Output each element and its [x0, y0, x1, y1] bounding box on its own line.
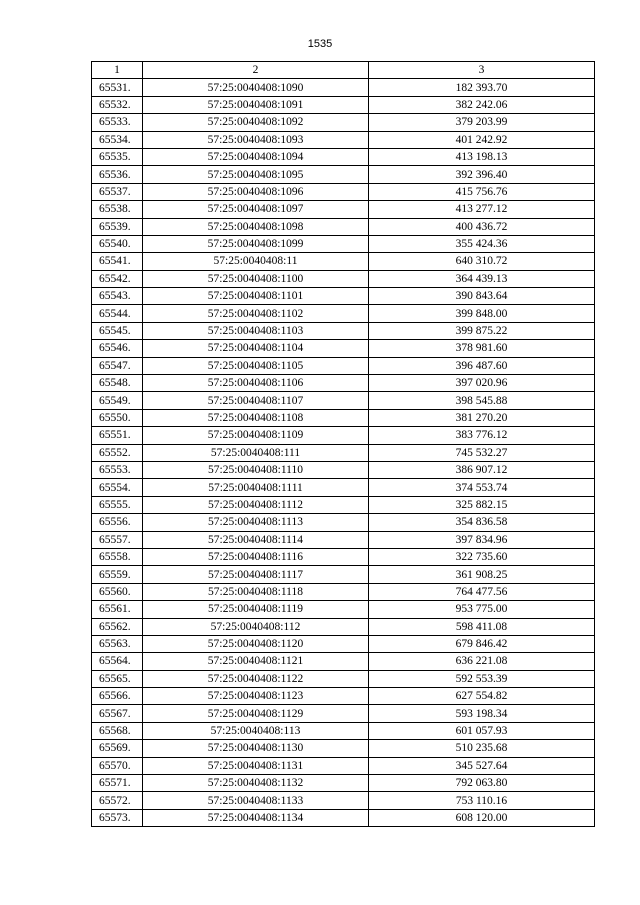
value-cell: 364 439.13	[369, 270, 595, 287]
row-number-cell: 65545.	[92, 322, 143, 339]
value-cell: 598 411.08	[369, 618, 595, 635]
value-cell: 953 775.00	[369, 601, 595, 618]
table-row	[92, 427, 595, 444]
value-cell: 355 424.36	[369, 235, 595, 252]
row-number-cell: 65552.	[92, 444, 143, 461]
value-cell: 510 235.68	[369, 740, 595, 757]
cadastral-number-cell: 57:25:0040408:1098	[143, 218, 369, 235]
row-number-cell: 65542.	[92, 270, 143, 287]
row-number-cell: 65562.	[92, 618, 143, 635]
value-cell: 792 063.80	[369, 775, 595, 792]
value-cell: 413 277.12	[369, 201, 595, 218]
row-number-cell: 65535.	[92, 148, 143, 165]
value-cell: 378 981.60	[369, 340, 595, 357]
cadastral-number-cell: 57:25:0040408:1101	[143, 288, 369, 305]
row-number-cell: 65544.	[92, 305, 143, 322]
row-number-cell: 65543.	[92, 288, 143, 305]
cadastral-number-cell: 57:25:0040408:1111	[143, 479, 369, 496]
row-number-cell: 65540.	[92, 235, 143, 252]
row-number-cell: 65565.	[92, 670, 143, 687]
cadastral-number-cell: 57:25:0040408:1090	[143, 79, 369, 96]
value-cell: 390 843.64	[369, 288, 595, 305]
row-number-cell: 65536.	[92, 166, 143, 183]
value-cell: 381 270.20	[369, 409, 595, 426]
row-number-cell: 65556.	[92, 514, 143, 531]
value-cell: 361 908.25	[369, 566, 595, 583]
cadastral-number-cell: 57:25:0040408:1100	[143, 270, 369, 287]
table-row	[92, 114, 595, 131]
row-number-cell: 65573.	[92, 809, 143, 826]
row-number-cell: 65532.	[92, 96, 143, 113]
cadastral-number-cell: 57:25:0040408:1116	[143, 548, 369, 565]
cadastral-number-cell: 57:25:0040408:1119	[143, 601, 369, 618]
cadastral-number-cell: 57:25:0040408:1103	[143, 322, 369, 339]
cadastral-number-cell: 57:25:0040408:1114	[143, 531, 369, 548]
value-cell: 636 221.08	[369, 653, 595, 670]
value-cell: 399 875.22	[369, 322, 595, 339]
table-row	[92, 722, 595, 739]
column-header-2: 2	[143, 62, 369, 79]
page-number: 1535	[307, 38, 333, 50]
table-row	[92, 548, 595, 565]
row-number-cell: 65539.	[92, 218, 143, 235]
table-row	[92, 635, 595, 652]
table-row	[92, 809, 595, 826]
cadastral-number-cell: 57:25:0040408:1122	[143, 670, 369, 687]
cadastral-number-cell: 57:25:0040408:113	[143, 722, 369, 739]
table-row	[92, 583, 595, 600]
cadastral-value-table	[91, 61, 595, 827]
table-row	[92, 183, 595, 200]
row-number-cell: 65569.	[92, 740, 143, 757]
cadastral-number-cell: 57:25:0040408:1104	[143, 340, 369, 357]
table-row	[92, 235, 595, 252]
row-number-cell: 65549.	[92, 392, 143, 409]
column-header-1: 1	[92, 62, 143, 79]
row-number-cell: 65554.	[92, 479, 143, 496]
table-row	[92, 131, 595, 148]
row-number-cell: 65571.	[92, 775, 143, 792]
value-cell: 753 110.16	[369, 792, 595, 809]
table-row	[92, 531, 595, 548]
table-row	[92, 740, 595, 757]
cadastral-number-cell: 57:25:0040408:1129	[143, 705, 369, 722]
table-row	[92, 444, 595, 461]
row-number-cell: 65568.	[92, 722, 143, 739]
cadastral-number-cell: 57:25:0040408:1118	[143, 583, 369, 600]
table-row	[92, 653, 595, 670]
row-number-cell: 65533.	[92, 114, 143, 131]
cadastral-number-cell: 57:25:0040408:1123	[143, 688, 369, 705]
cadastral-number-cell: 57:25:0040408:11	[143, 253, 369, 270]
table-row	[92, 479, 595, 496]
row-number-cell: 65551.	[92, 427, 143, 444]
cadastral-number-cell: 57:25:0040408:1132	[143, 775, 369, 792]
value-cell: 397 020.96	[369, 375, 595, 392]
row-number-cell: 65537.	[92, 183, 143, 200]
value-cell: 354 836.58	[369, 514, 595, 531]
row-number-cell: 65563.	[92, 635, 143, 652]
value-cell: 745 532.27	[369, 444, 595, 461]
cadastral-number-cell: 57:25:0040408:1091	[143, 96, 369, 113]
value-cell: 345 527.64	[369, 757, 595, 774]
row-number-cell: 65572.	[92, 792, 143, 809]
cadastral-number-cell: 57:25:0040408:1109	[143, 427, 369, 444]
row-number-cell: 65561.	[92, 601, 143, 618]
table-row	[92, 288, 595, 305]
column-header-3: 3	[369, 62, 595, 79]
value-cell: 392 396.40	[369, 166, 595, 183]
row-number-cell: 65538.	[92, 201, 143, 218]
table-row	[92, 392, 595, 409]
cadastral-number-cell: 57:25:0040408:1134	[143, 809, 369, 826]
table-row	[92, 148, 595, 165]
value-cell: 400 436.72	[369, 218, 595, 235]
table-row	[92, 166, 595, 183]
value-cell: 415 756.76	[369, 183, 595, 200]
table-row	[92, 514, 595, 531]
value-cell: 325 882.15	[369, 496, 595, 513]
table-row	[92, 79, 595, 96]
row-number-cell: 65567.	[92, 705, 143, 722]
cadastral-number-cell: 57:25:0040408:1095	[143, 166, 369, 183]
value-cell: 627 554.82	[369, 688, 595, 705]
table-row	[92, 270, 595, 287]
table-row	[92, 792, 595, 809]
value-cell: 679 846.42	[369, 635, 595, 652]
cadastral-number-cell: 57:25:0040408:1092	[143, 114, 369, 131]
cadastral-number-cell: 57:25:0040408:1108	[143, 409, 369, 426]
row-number-cell: 65546.	[92, 340, 143, 357]
table-row	[92, 670, 595, 687]
value-cell: 182 393.70	[369, 79, 595, 96]
value-cell: 386 907.12	[369, 461, 595, 478]
table-row	[92, 705, 595, 722]
row-number-cell: 65531.	[92, 79, 143, 96]
value-cell: 764 477.56	[369, 583, 595, 600]
value-cell: 399 848.00	[369, 305, 595, 322]
value-cell: 601 057.93	[369, 722, 595, 739]
table-row	[92, 357, 595, 374]
table-row	[92, 218, 595, 235]
value-cell: 322 735.60	[369, 548, 595, 565]
table-row	[92, 375, 595, 392]
cadastral-number-cell: 57:25:0040408:112	[143, 618, 369, 635]
row-number-cell: 65547.	[92, 357, 143, 374]
table-row	[92, 757, 595, 774]
row-number-cell: 65566.	[92, 688, 143, 705]
cadastral-number-cell: 57:25:0040408:1102	[143, 305, 369, 322]
row-number-cell: 65558.	[92, 548, 143, 565]
value-cell: 592 553.39	[369, 670, 595, 687]
cadastral-number-cell: 57:25:0040408:1099	[143, 235, 369, 252]
table-body	[92, 79, 595, 827]
row-number-cell: 65559.	[92, 566, 143, 583]
row-number-cell: 65560.	[92, 583, 143, 600]
table-row	[92, 340, 595, 357]
row-number-cell: 65534.	[92, 131, 143, 148]
table-row	[92, 496, 595, 513]
cadastral-number-cell: 57:25:0040408:1113	[143, 514, 369, 531]
value-cell: 396 487.60	[369, 357, 595, 374]
table-header-row	[92, 62, 595, 79]
cadastral-number-cell: 57:25:0040408:1105	[143, 357, 369, 374]
value-cell: 383 776.12	[369, 427, 595, 444]
table-row	[92, 601, 595, 618]
cadastral-number-cell: 57:25:0040408:111	[143, 444, 369, 461]
cadastral-number-cell: 57:25:0040408:1112	[143, 496, 369, 513]
value-cell: 593 198.34	[369, 705, 595, 722]
value-cell: 401 242.92	[369, 131, 595, 148]
table-row	[92, 618, 595, 635]
row-number-cell: 65550.	[92, 409, 143, 426]
value-cell: 382 242.06	[369, 96, 595, 113]
cadastral-number-cell: 57:25:0040408:1121	[143, 653, 369, 670]
value-cell: 640 310.72	[369, 253, 595, 270]
table-row	[92, 253, 595, 270]
cadastral-number-cell: 57:25:0040408:1130	[143, 740, 369, 757]
cadastral-number-cell: 57:25:0040408:1131	[143, 757, 369, 774]
cadastral-number-cell: 57:25:0040408:1110	[143, 461, 369, 478]
value-cell: 608 120.00	[369, 809, 595, 826]
table-row	[92, 409, 595, 426]
cadastral-number-cell: 57:25:0040408:1097	[143, 201, 369, 218]
row-number-cell: 65555.	[92, 496, 143, 513]
row-number-cell: 65557.	[92, 531, 143, 548]
table-row	[92, 96, 595, 113]
table-row	[92, 305, 595, 322]
row-number-cell: 65541.	[92, 253, 143, 270]
table-row	[92, 322, 595, 339]
row-number-cell: 65553.	[92, 461, 143, 478]
value-cell: 413 198.13	[369, 148, 595, 165]
cadastral-number-cell: 57:25:0040408:1094	[143, 148, 369, 165]
cadastral-number-cell: 57:25:0040408:1106	[143, 375, 369, 392]
table-row	[92, 775, 595, 792]
cadastral-number-cell: 57:25:0040408:1117	[143, 566, 369, 583]
value-cell: 398 545.88	[369, 392, 595, 409]
table-row	[92, 688, 595, 705]
cadastral-number-cell: 57:25:0040408:1107	[143, 392, 369, 409]
cadastral-number-cell: 57:25:0040408:1093	[143, 131, 369, 148]
cadastral-number-cell: 57:25:0040408:1096	[143, 183, 369, 200]
value-cell: 397 834.96	[369, 531, 595, 548]
cadastral-number-cell: 57:25:0040408:1120	[143, 635, 369, 652]
row-number-cell: 65564.	[92, 653, 143, 670]
value-cell: 379 203.99	[369, 114, 595, 131]
value-cell: 374 553.74	[369, 479, 595, 496]
table-row	[92, 566, 595, 583]
cadastral-number-cell: 57:25:0040408:1133	[143, 792, 369, 809]
table-row	[92, 201, 595, 218]
table-row	[92, 461, 595, 478]
row-number-cell: 65570.	[92, 757, 143, 774]
row-number-cell: 65548.	[92, 375, 143, 392]
